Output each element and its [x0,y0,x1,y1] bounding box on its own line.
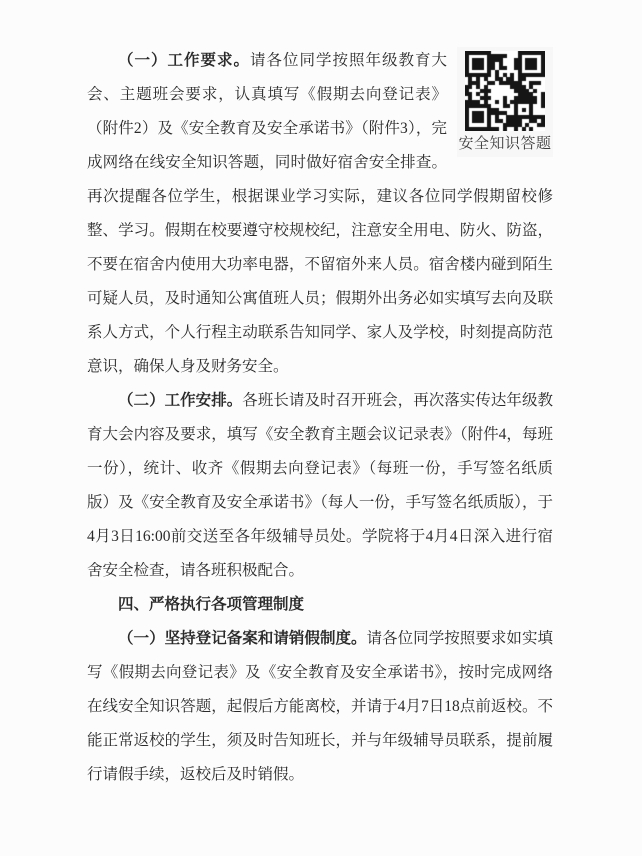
paragraph-text-work-requirements: 请各位同学按照年级教育大会、主题班会要求，认真填写《假期去向登记表》（附件2）及《安全教育及安全承诺书》（附件3），完成网络在线安全知识答题，同时做好宿舍安全排查。再次提醒各位学生，根据课业学习实际，建议各位同学假期留校修整、学习。假期在校要遵守校规校纪，注意安全用电、防火、防盗，不要在宿舍内使用大功率电器，不留宿外来人员。宿舍楼内碰到陌生可疑人员，及时通知公寓值班人员；假期外出务必如实填写去向及联系人方式，个人行程主动联系告知同学、家人及学校，时刻提高防范意识，确保人身及财务安全。 [87,52,553,375]
paragraph-work-arrangement [87,384,553,588]
document-body [87,44,553,792]
heading-section-four: 四、严格执行各项管理制度 [118,596,305,613]
qr-code-image [465,51,545,131]
qr-figure [457,47,553,157]
paragraph-text-work-arrangement: 各班长请及时召开班会，再次落实传达年级教育大会内容及要求，填写《安全教育主题会议记录表》（附件4，每班一份），统计、收齐《假期去向登记表》（每班一份，手写签名纸质版）及《安全教育及安全承诺书》（每人一份，手写签名纸质版），于4月3日16:00前交送至各年级辅导员处。学院将于4月4日深入进行宿舍安全检查，请各班积极配合。 [87,392,553,579]
paragraph-lead-work-arrangement: （二）工作安排。 [118,392,243,409]
paragraph-text-registration-leave-system: 请各位同学按照要求如实填写《假期去向登记表》及《安全教育及安全承诺书》，按时完成网络在线安全知识答题，起假后方能离校，并请于4月7日18点前返校。不能正常返校的学生，须及时告知班长，并与年级辅导员联系，提前履行请假手续，返校后及时销假。 [87,630,553,783]
paragraph-lead-registration-leave-system: （一）坚持登记备案和请销假制度。 [118,630,367,647]
paragraph-registration-leave-system [87,622,553,792]
paragraph-lead-work-requirements: （一）工作要求。 [118,52,250,69]
qr-caption: 安全知识答题 [458,136,552,152]
